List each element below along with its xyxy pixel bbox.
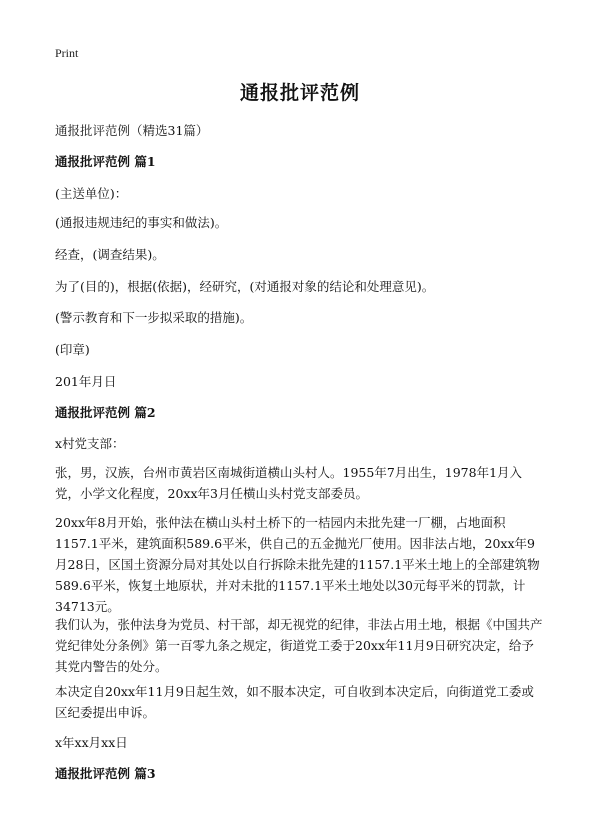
facts-line: (通报违规违纪的事实和做法)。 — [55, 215, 228, 230]
print-label: Print — [55, 46, 79, 60]
document-title: 通报批评范例 — [239, 82, 360, 104]
document-subtitle: 通报批评范例（精选31篇） — [55, 123, 209, 138]
signature-date: x年xx月xx日 — [55, 735, 128, 750]
warning-line: (警示教育和下一步拟采取的措施)。 — [55, 310, 253, 325]
paragraph-2: 20xx年8月开始，张仲法在横山头村土桥下的一桔园内未批先建一厂棚，占地面积1157.1平米，建筑面积589.6平米，供自己的五金抛光厂使用。因非法占地，20xx年9月28日，区国土资源分局对其处以自行拆除未批先建的1157.1平米土地上的全部建筑物589.6平米，恢复土地原状，并对未批的1157.1平米土地处以30元每平米的罚款，计34713元。 — [55, 515, 540, 614]
paragraph-1: 张，男，汉族，台州市黄岩区南城街道横山头村人。1955年7月出生，1978年1月入党，小学文化程度，20xx年3月任横山头村党支部委员。 — [55, 465, 523, 501]
investigation-line: 经查，(调查结果)。 — [55, 247, 165, 262]
decision-line: 为了(目的)，根据(依据)，经研究，(对通报对象的结论和处理意见)。 — [55, 279, 435, 294]
seal-line: (印章) — [55, 342, 90, 357]
paragraph-4: 本决定自20xx年11月9日起生效，如不服本决定，可自收到本决定后，向街道党工委或区纪委提出申诉。 — [55, 684, 534, 720]
date-line: 201年月日 — [55, 374, 117, 389]
section-heading-3: 通报批评范例 篇3 — [55, 766, 156, 781]
section-heading-1: 通报批评范例 篇1 — [55, 154, 156, 169]
salutation: x村党支部： — [55, 436, 125, 451]
paragraph-3: 我们认为，张仲法身为党员、村干部，却无视党的纪律，非法占用土地，根据《中国共产党纪律处分条例》第一百零九条之规定，街道党工委于20xx年11月9日研究决定，给予其党内警告的处分。 — [55, 617, 543, 674]
addressee-line: (主送单位)： — [55, 186, 128, 201]
section-heading-2: 通报批评范例 篇2 — [55, 405, 156, 420]
